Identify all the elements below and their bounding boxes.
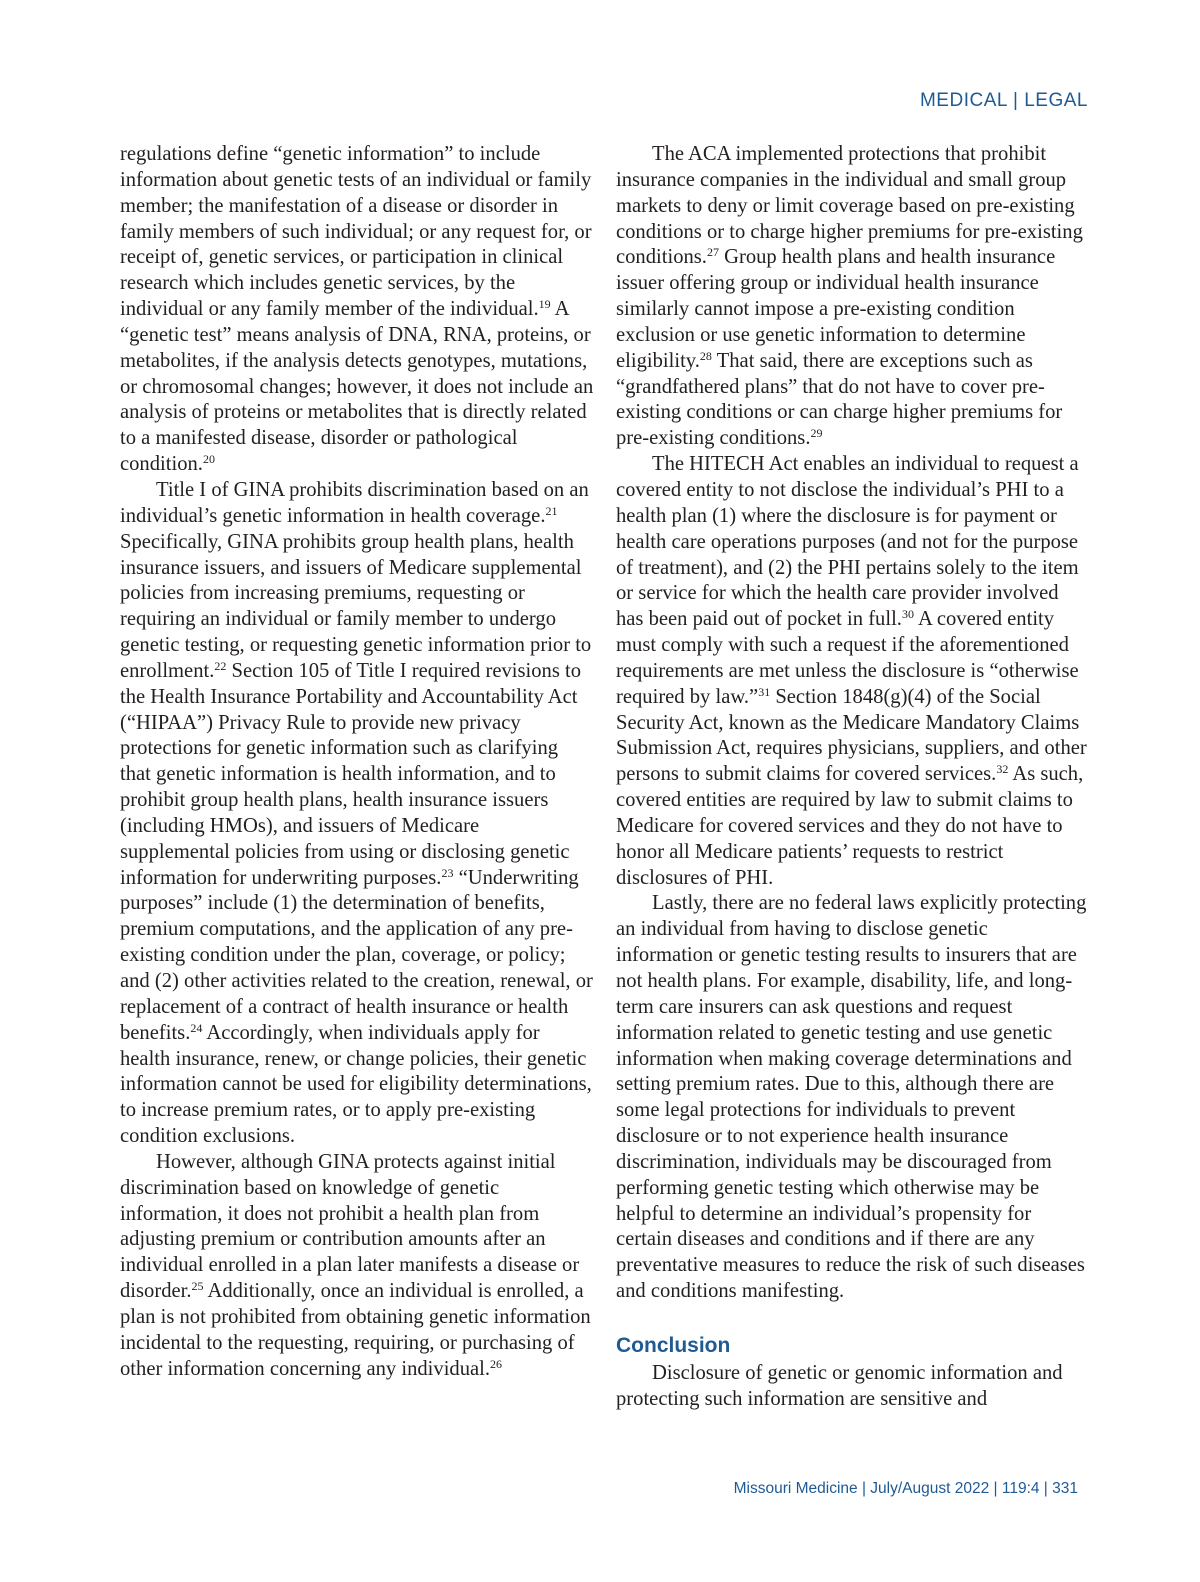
conclusion-heading: Conclusion <box>616 1333 731 1357</box>
paragraph-aca-protections: The ACA implemented protections that prohibit insurance companies in the individual and small group markets to deny or limit coverage based on pre-existing conditions or to charge higher premiums for pre-existing conditions.$^{27}$ Group health plans and health insurance issuer offering group or individual health insurance similarly cannot impose a pre-existing condition exclusion or use genetic information to determine eligibility.$^{28}$ That said, there are exceptions such as “grandfathered plans” that do not have to cover pre-existing conditions or can charge higher premiums for pre-existing conditions.$^{29}$ <box>616 143 1083 450</box>
footnote-ref: 29 <box>810 426 823 441</box>
footnote-ref: 20 <box>202 452 215 467</box>
paragraph-gina-limitations: However, although GINA protects against initial discrimination based on knowledge of genetic information, it does not prohibit a health plan from adjusting premium or contribution amounts after an individual enrolled in a plan later manifests a disease or disorder.$^{25}$ Additionally, once an individual is enrolled, a plan is not prohibited from obtaining genetic information incidental to the requesting, requiring, or purchasing of other information concerning any individual.$^{26}$ <box>120 1150 591 1380</box>
paragraph-hitech-act: The HITECH Act enables an individual to request a covered entity to not disclose the individual’s PHI to a health plan (1) where the disclosure is for payment or health care operations purposes (and not for the purpose of treatment), and (2) the PHI pertains solely to the item or service for which the health care provider involved has been paid out of pocket in full.$^{30}$ A covered entity must comply with such a request if the aforementioned requirements are met unless the disclosure is “otherwise required by law.”$^{31}$ Section 1848(g)(4) of the Social Security Act, known as the Medicare Mandatory Claims Submission Act, requires physicians, suppliers, and other persons to submit claims for covered services.$^{32}$ As such, covered entities are required by law to submit claims to Medicare for covered services and they do not have to honor all Medicare patients’ requests to restrict disclosures of PHI. <box>616 453 1087 889</box>
paragraph-genetic-information-definition: regulations define “genetic information” to include information about genetic tests of an individual or family member; the manifestation of a disease or disorder in family members of such individual; or any request for, or receipt of, genetic services, or participation in clinical research which includes genetic services, by the individual or any family member of the individual.$^{19}$ A “genetic test” means analysis of DNA, RNA, proteins, or metabolites, if the analysis detects genotypes, mutations, or chromosomal changes; however, it does not include an analysis of proteins or metabolites that is directly related to a manifested disease, disorder or pathological condition.$^{20}$ <box>120 143 594 476</box>
footnote-ref: 26 <box>490 1356 503 1371</box>
paragraph-no-federal-laws: Lastly, there are no federal laws explicitly protecting an individual from having to disclose genetic information or genetic testing results to insurers that are not health plans. For example, disability, life, and long-term care insurers can ask questions and request information related to genetic testing and use genetic information when making coverage determinations and setting premium rates. Due to this, although there are some legal protections for individuals to prevent disclosure or to not experience health insurance discrimination, individuals may be discouraged from performing genetic testing which otherwise may be helpful to determine an individual’s propensity for certain diseases and conditions and if there are any preventative measures to reduce the risk of such diseases and conditions manifesting. <box>616 892 1087 1303</box>
footnote-ref: 31 <box>758 684 771 699</box>
section-header: MEDICAL | LEGAL <box>919 90 1088 111</box>
footnote-ref: 23 <box>441 865 454 880</box>
paragraph-conclusion: Disclosure of genetic or genomic information and protecting such information are sensitive and <box>616 1361 1063 1410</box>
footnote-ref: 30 <box>901 607 914 622</box>
footnote-ref: 22 <box>214 658 227 673</box>
footnote-ref: 28 <box>699 348 712 363</box>
footnote-ref: 24 <box>190 1020 203 1035</box>
footnote-ref: 21 <box>545 503 558 518</box>
footnote-ref: 32 <box>996 762 1009 777</box>
footnote-ref: 19 <box>538 297 551 312</box>
right-column <box>616 142 1090 1413</box>
page-footer-citation: Missouri Medicine | July/August 2022 | 119:4 | 331 <box>733 1480 1078 1497</box>
paragraph-gina-title-one: Title I of GINA prohibits discrimination based on an individual’s genetic information in health coverage.$^{21}$ Specifically, GINA prohibits group health plans, health insurance issuers, and issuers of Medicare supplemental policies from increasing premiums, requesting or requiring an individual or family member to undergo genetic testing, or requesting genetic information prior to enrollment.$^{22}$ Section 105 of Title I required revisions to the Health Insurance Portability and Accountability Act (“HIPAA”) Privacy Rule to provide new privacy protections for genetic information such as clarifying that genetic information is health information, and to prohibit group health plans, health insurance issuers (including HMOs), and issuers of Medicare supplemental policies from using or disclosing genetic information for underwriting purposes.$^{23}$ “Underwriting purposes” include (1) the determination of benefits, premium computations, and the application of any pre-existing condition under the plan, coverage, or policy; and (2) other activities related to the creation, renewal, or replacement of a contract of health insurance or health benefits.$^{24}$ Accordingly, when individuals apply for health insurance, renew, or change policies, their genetic information cannot be used for eligibility determinations, to increase premium rates, or to apply pre-existing condition exclusions. <box>120 478 593 1148</box>
footnote-ref: 25 <box>191 1279 204 1294</box>
left-column <box>120 142 594 1383</box>
footnote-ref: 27 <box>706 245 719 260</box>
